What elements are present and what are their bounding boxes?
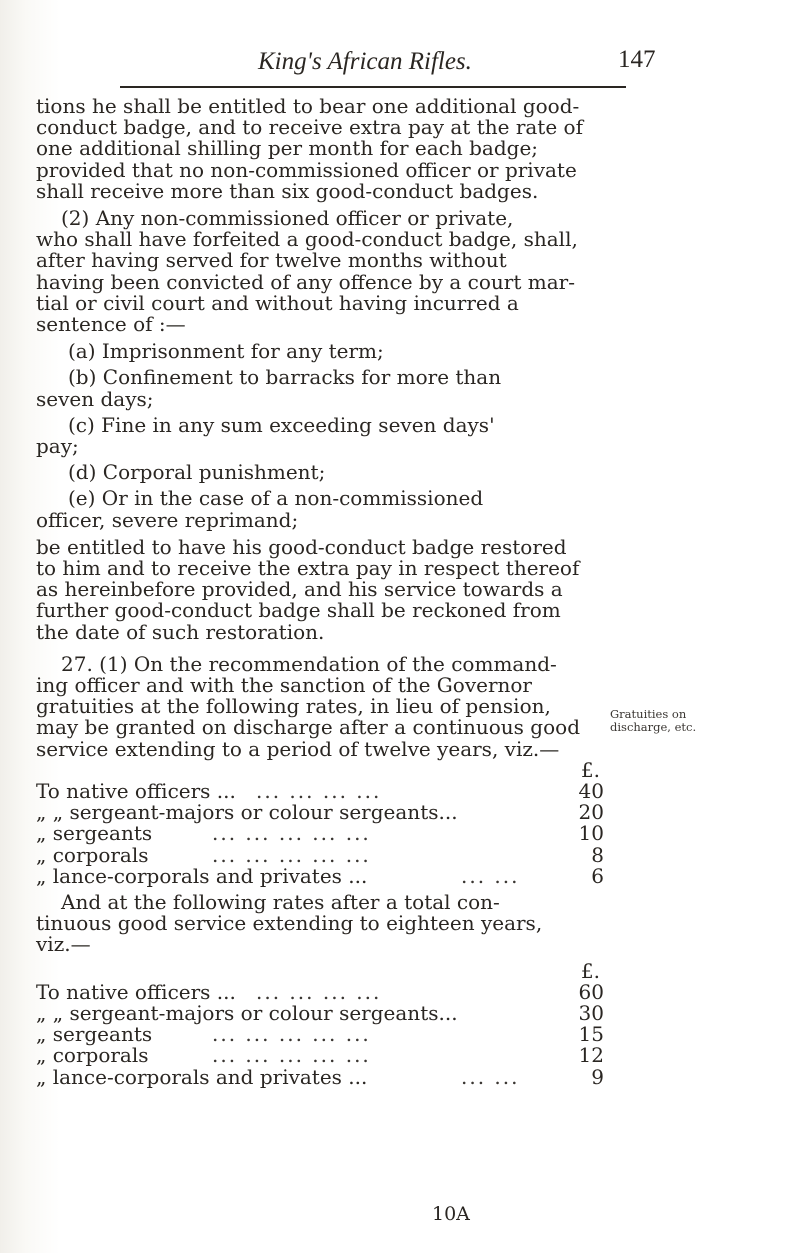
schedule-leader: ... ... ... ... ...: [212, 842, 371, 867]
text-line: provided that no non-commissioned officer or private: [36, 157, 577, 182]
schedule-amount: 15: [578, 1022, 604, 1047]
schedule-leader: ... ... ... ...: [256, 979, 382, 1004]
margin-note-line: discharge, etc.: [610, 720, 697, 734]
text-line: further good-conduct badge shall be reckoned from: [36, 598, 561, 623]
schedule-row: [36, 863, 604, 888]
text-line: And at the following rates after a total con-: [61, 890, 500, 915]
schedule-amount: 10: [578, 821, 604, 846]
text-line: 27. (1) On the recommendation of the command-: [61, 651, 557, 676]
schedule-row: [36, 781, 604, 802]
schedule-leader: ... ... ... ... ...: [212, 1022, 371, 1047]
condition-b-cont: seven days;: [36, 386, 154, 411]
schedule-amount: 20: [578, 800, 604, 825]
text-line: one additional shilling per month for each badge;: [36, 136, 539, 161]
section-27: [36, 651, 604, 761]
running-title: King's African Rifles.: [258, 48, 472, 75]
text-line: service extending to a period of twelve years, viz.—: [36, 736, 560, 761]
schedule-row: [36, 823, 604, 844]
schedule-amount: 12: [578, 1043, 604, 1068]
margin-note-line: Gratuities on: [610, 707, 687, 721]
section-2-intro: [36, 208, 604, 335]
schedule-leader: ... ... ... ... ...: [212, 1043, 371, 1068]
margin-note: [610, 708, 795, 734]
schedule-row: [36, 1064, 604, 1089]
schedule-row: [36, 1024, 604, 1045]
gratuity-schedule-twelve-years: [36, 781, 604, 887]
running-head: [0, 44, 800, 84]
schedule-row: [36, 1045, 604, 1066]
schedule-amount: 8: [591, 842, 604, 867]
text-line: conduct badge, and to receive extra pay at the rate of: [36, 115, 583, 140]
schedule-amount: 40: [578, 779, 604, 804]
text-line: after having served for twelve months without: [36, 248, 507, 273]
condition-b: (b) Confinement to barracks for more than: [68, 365, 502, 390]
condition-e-cont: officer, severe reprimand;: [36, 507, 299, 532]
schedule-label: „ „ sergeant-majors or colour sergeants...: [36, 1001, 458, 1025]
text-line: to him and to receive the extra pay in respect thereof: [36, 556, 580, 581]
schedule-label: „ sergeants: [36, 1022, 153, 1047]
text-line: (2) Any non-commissioned officer or private,: [61, 206, 514, 231]
schedule-amount: 9: [591, 1064, 604, 1089]
condition-a: (a) Imprisonment for any term;: [68, 339, 384, 364]
condition-e: (e) Or in the case of a non-commissioned: [68, 486, 484, 511]
section-2-conclusion: [36, 534, 604, 644]
text-line: sentence of :—: [36, 312, 186, 337]
signature-mark: 10A: [432, 1203, 470, 1225]
schedule-label: „ corporals: [36, 1043, 149, 1068]
text-line: shall receive more than six good-conduct badges.: [36, 178, 539, 203]
text-line: viz.—: [36, 932, 91, 957]
page-body: [36, 96, 604, 1088]
currency-header: £.: [580, 757, 600, 782]
schedule-amount: 60: [578, 979, 604, 1004]
currency-header: £.: [580, 958, 600, 983]
schedule-row: [36, 1003, 604, 1024]
schedule-leader: ... ... ... ... ...: [212, 821, 371, 846]
schedule-label: To native officers ...: [36, 779, 236, 804]
text-line: tinuous good service extending to eighteen years,: [36, 911, 543, 936]
paragraph-continuation: [36, 96, 604, 202]
gratuity-schedule-eighteen-years: [36, 979, 604, 1089]
conditions-list: [36, 341, 604, 531]
text-line: may be granted on discharge after a continuous good: [36, 715, 580, 740]
schedule-leader: ... ...: [461, 1064, 520, 1089]
schedule-label: „ „ sergeant-majors or colour sergeants...: [36, 800, 458, 825]
condition-c: (c) Fine in any sum exceeding seven days': [68, 412, 495, 437]
text-line: as hereinbefore provided, and his service towards a: [36, 577, 563, 602]
text-line: the date of such restoration.: [36, 619, 325, 644]
text-line: tions he shall be entitled to bear one additional good-: [36, 94, 580, 118]
schedule-label: „ sergeants: [36, 821, 153, 846]
text-line: be entitled to have his good-conduct badge restored: [36, 534, 567, 559]
eighteen-years-intro: [36, 892, 604, 956]
text-line: tial or civil court and without having incurred a: [36, 290, 519, 315]
schedule-row: [36, 979, 604, 1004]
header-rule: [120, 86, 626, 88]
schedule-amount: 30: [578, 1001, 604, 1025]
schedule-amount: 6: [591, 863, 604, 888]
schedule-label: „ lance-corporals and privates ...: [36, 1064, 368, 1089]
schedule-leader: ... ... ... ...: [256, 779, 382, 804]
page-number: 147: [618, 46, 656, 73]
schedule-label: „ corporals: [36, 842, 149, 867]
text-line: having been convicted of any offence by a court mar-: [36, 269, 575, 294]
schedule-leader: ... ...: [461, 863, 520, 888]
text-line: gratuities at the following rates, in lieu of pension,: [36, 694, 551, 719]
text-line: who shall have forfeited a good-conduct badge, shall,: [36, 227, 578, 252]
condition-d: (d) Corporal punishment;: [68, 460, 326, 485]
text-line: ing officer and with the sanction of the Governor: [36, 673, 532, 698]
schedule-row: [36, 802, 604, 823]
condition-c-cont: pay;: [36, 434, 79, 459]
schedule-row: [36, 842, 604, 867]
schedule-label: To native officers ...: [36, 979, 236, 1004]
schedule-label: „ lance-corporals and privates ...: [36, 863, 368, 888]
